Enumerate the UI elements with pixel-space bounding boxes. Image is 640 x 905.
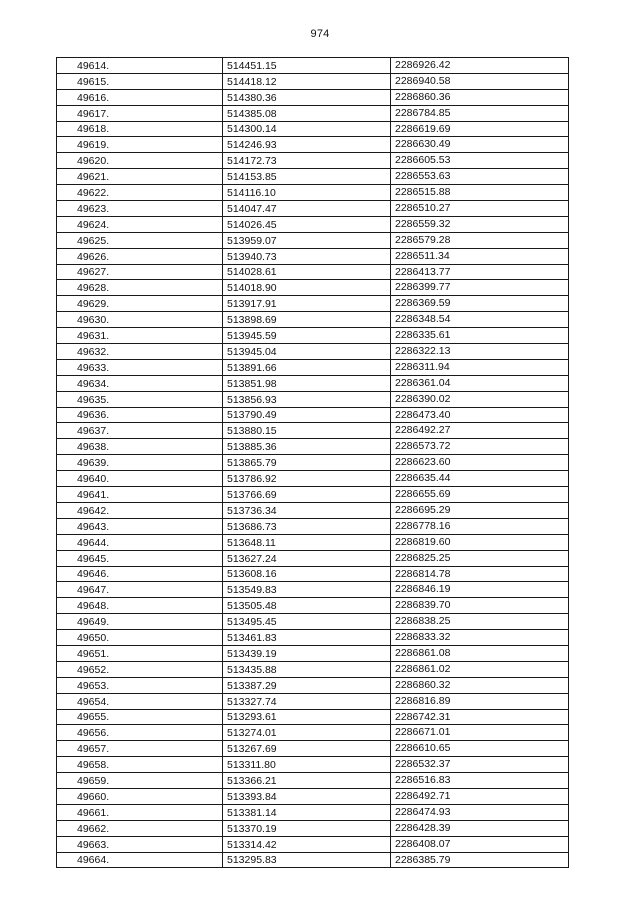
point-id-cell: 49645. [57, 550, 223, 566]
table-row [57, 693, 569, 709]
table-row [57, 375, 569, 391]
x-coordinate-cell: 513959.07 [223, 232, 391, 248]
table-row [57, 153, 569, 169]
y-coordinate-cell: 2286311.94 [391, 359, 569, 375]
point-id-cell: 49636. [57, 407, 223, 423]
table-row [57, 471, 569, 487]
point-id-cell: 49650. [57, 630, 223, 646]
point-id-cell: 49662. [57, 820, 223, 836]
x-coordinate-cell: 514026.45 [223, 216, 391, 232]
table-row [57, 534, 569, 550]
y-coordinate-cell: 2286819.60 [391, 534, 569, 550]
y-coordinate-cell: 2286940.58 [391, 73, 569, 89]
x-coordinate-cell: 514380.36 [223, 89, 391, 105]
point-id-cell: 49621. [57, 169, 223, 185]
point-id-cell: 49659. [57, 773, 223, 789]
point-id-cell: 49627. [57, 264, 223, 280]
point-id-cell: 49652. [57, 661, 223, 677]
table-row [57, 677, 569, 693]
x-coordinate-cell: 513686.73 [223, 518, 391, 534]
table-row [57, 487, 569, 503]
x-coordinate-cell: 513786.92 [223, 471, 391, 487]
x-coordinate-cell: 513549.83 [223, 582, 391, 598]
y-coordinate-cell: 2286619.69 [391, 121, 569, 137]
point-id-cell: 49642. [57, 502, 223, 518]
table-row [57, 566, 569, 582]
y-coordinate-cell: 2286473.40 [391, 407, 569, 423]
point-id-cell: 49639. [57, 455, 223, 471]
table-row [57, 73, 569, 89]
coordinates-table [56, 57, 569, 868]
table-row [57, 550, 569, 566]
y-coordinate-cell: 2286635.44 [391, 471, 569, 487]
table-row [57, 502, 569, 518]
y-coordinate-cell: 2286553.63 [391, 169, 569, 185]
table-row [57, 709, 569, 725]
x-coordinate-cell: 513790.49 [223, 407, 391, 423]
y-coordinate-cell: 2286474.93 [391, 804, 569, 820]
point-id-cell: 49644. [57, 534, 223, 550]
x-coordinate-cell: 513648.11 [223, 534, 391, 550]
point-id-cell: 49615. [57, 73, 223, 89]
x-coordinate-cell: 513766.69 [223, 487, 391, 503]
point-id-cell: 49633. [57, 359, 223, 375]
point-id-cell: 49638. [57, 439, 223, 455]
point-id-cell: 49661. [57, 804, 223, 820]
y-coordinate-cell: 2286348.54 [391, 312, 569, 328]
x-coordinate-cell: 514018.90 [223, 280, 391, 296]
point-id-cell: 49654. [57, 693, 223, 709]
x-coordinate-cell: 513495.45 [223, 614, 391, 630]
table-row [57, 423, 569, 439]
table-row [57, 645, 569, 661]
x-coordinate-cell: 513736.34 [223, 502, 391, 518]
y-coordinate-cell: 2286515.88 [391, 185, 569, 201]
point-id-cell: 49622. [57, 185, 223, 201]
point-id-cell: 49634. [57, 375, 223, 391]
x-coordinate-cell: 514385.08 [223, 105, 391, 121]
x-coordinate-cell: 514246.93 [223, 137, 391, 153]
y-coordinate-cell: 2286671.01 [391, 725, 569, 741]
y-coordinate-cell: 2286511.34 [391, 248, 569, 264]
x-coordinate-cell: 513267.69 [223, 741, 391, 757]
point-id-cell: 49619. [57, 137, 223, 153]
table-row [57, 169, 569, 185]
y-coordinate-cell: 2286623.60 [391, 455, 569, 471]
table-row [57, 788, 569, 804]
y-coordinate-cell: 2286742.31 [391, 709, 569, 725]
table-row [57, 232, 569, 248]
point-id-cell: 49660. [57, 788, 223, 804]
x-coordinate-cell: 513461.83 [223, 630, 391, 646]
y-coordinate-cell: 2286814.78 [391, 566, 569, 582]
point-id-cell: 49649. [57, 614, 223, 630]
point-id-cell: 49617. [57, 105, 223, 121]
x-coordinate-cell: 513387.29 [223, 677, 391, 693]
point-id-cell: 49658. [57, 757, 223, 773]
y-coordinate-cell: 2286838.25 [391, 614, 569, 630]
table-row [57, 328, 569, 344]
y-coordinate-cell: 2286428.39 [391, 820, 569, 836]
point-id-cell: 49657. [57, 741, 223, 757]
table-row [57, 201, 569, 217]
table-row [57, 614, 569, 630]
table-row [57, 439, 569, 455]
y-coordinate-cell: 2286559.32 [391, 216, 569, 232]
y-coordinate-cell: 2286335.61 [391, 328, 569, 344]
y-coordinate-cell: 2286630.49 [391, 137, 569, 153]
table-row [57, 630, 569, 646]
table-row [57, 598, 569, 614]
table-row [57, 137, 569, 153]
point-id-cell: 49664. [57, 852, 223, 868]
x-coordinate-cell: 513898.69 [223, 312, 391, 328]
table-row [57, 359, 569, 375]
y-coordinate-cell: 2286655.69 [391, 487, 569, 503]
table-row [57, 89, 569, 105]
point-id-cell: 49646. [57, 566, 223, 582]
y-coordinate-cell: 2286492.71 [391, 788, 569, 804]
table-row [57, 407, 569, 423]
table-row [57, 836, 569, 852]
y-coordinate-cell: 2286385.79 [391, 852, 569, 868]
y-coordinate-cell: 2286399.77 [391, 280, 569, 296]
table-row [57, 455, 569, 471]
y-coordinate-cell: 2286861.08 [391, 645, 569, 661]
table-row [57, 582, 569, 598]
point-id-cell: 49656. [57, 725, 223, 741]
x-coordinate-cell: 513945.04 [223, 344, 391, 360]
table-row [57, 216, 569, 232]
x-coordinate-cell: 514047.47 [223, 201, 391, 217]
y-coordinate-cell: 2286532.37 [391, 757, 569, 773]
y-coordinate-cell: 2286816.89 [391, 693, 569, 709]
x-coordinate-cell: 513274.01 [223, 725, 391, 741]
y-coordinate-cell: 2286492.27 [391, 423, 569, 439]
point-id-cell: 49623. [57, 201, 223, 217]
y-coordinate-cell: 2286408.07 [391, 836, 569, 852]
x-coordinate-cell: 513917.91 [223, 296, 391, 312]
point-id-cell: 49624. [57, 216, 223, 232]
table-row [57, 185, 569, 201]
y-coordinate-cell: 2286361.04 [391, 375, 569, 391]
point-id-cell: 49614. [57, 58, 223, 74]
x-coordinate-cell: 513366.21 [223, 773, 391, 789]
table-row [57, 820, 569, 836]
y-coordinate-cell: 2286413.77 [391, 264, 569, 280]
table-row [57, 391, 569, 407]
x-coordinate-cell: 513880.15 [223, 423, 391, 439]
table-row [57, 58, 569, 74]
y-coordinate-cell: 2286510.27 [391, 201, 569, 217]
x-coordinate-cell: 513945.59 [223, 328, 391, 344]
page-number: 974 [310, 28, 330, 40]
table-row [57, 852, 569, 868]
table-row [57, 296, 569, 312]
coordinates-table-body [57, 58, 569, 868]
table-row [57, 741, 569, 757]
x-coordinate-cell: 513435.88 [223, 661, 391, 677]
x-coordinate-cell: 513885.36 [223, 439, 391, 455]
point-id-cell: 49620. [57, 153, 223, 169]
y-coordinate-cell: 2286784.85 [391, 105, 569, 121]
point-id-cell: 49637. [57, 423, 223, 439]
x-coordinate-cell: 513856.93 [223, 391, 391, 407]
y-coordinate-cell: 2286695.29 [391, 502, 569, 518]
x-coordinate-cell: 513314.42 [223, 836, 391, 852]
y-coordinate-cell: 2286390.02 [391, 391, 569, 407]
y-coordinate-cell: 2286605.53 [391, 153, 569, 169]
x-coordinate-cell: 513311.80 [223, 757, 391, 773]
y-coordinate-cell: 2286846.19 [391, 582, 569, 598]
x-coordinate-cell: 513293.61 [223, 709, 391, 725]
y-coordinate-cell: 2286573.72 [391, 439, 569, 455]
point-id-cell: 49651. [57, 645, 223, 661]
x-coordinate-cell: 513295.83 [223, 852, 391, 868]
table-row [57, 312, 569, 328]
point-id-cell: 49655. [57, 709, 223, 725]
point-id-cell: 49625. [57, 232, 223, 248]
point-id-cell: 49640. [57, 471, 223, 487]
point-id-cell: 49631. [57, 328, 223, 344]
x-coordinate-cell: 513381.14 [223, 804, 391, 820]
point-id-cell: 49635. [57, 391, 223, 407]
x-coordinate-cell: 513327.74 [223, 693, 391, 709]
table-row [57, 804, 569, 820]
table-row [57, 725, 569, 741]
table-row [57, 121, 569, 137]
point-id-cell: 49629. [57, 296, 223, 312]
point-id-cell: 49648. [57, 598, 223, 614]
y-coordinate-cell: 2286926.42 [391, 58, 569, 74]
table-row [57, 773, 569, 789]
x-coordinate-cell: 514300.14 [223, 121, 391, 137]
point-id-cell: 49641. [57, 487, 223, 503]
point-id-cell: 49626. [57, 248, 223, 264]
table-row [57, 105, 569, 121]
x-coordinate-cell: 513940.73 [223, 248, 391, 264]
point-id-cell: 49628. [57, 280, 223, 296]
x-coordinate-cell: 514028.61 [223, 264, 391, 280]
y-coordinate-cell: 2286579.28 [391, 232, 569, 248]
y-coordinate-cell: 2286860.32 [391, 677, 569, 693]
y-coordinate-cell: 2286610.65 [391, 741, 569, 757]
x-coordinate-cell: 513627.24 [223, 550, 391, 566]
point-id-cell: 49632. [57, 344, 223, 360]
y-coordinate-cell: 2286778.16 [391, 518, 569, 534]
table-row [57, 248, 569, 264]
point-id-cell: 49643. [57, 518, 223, 534]
x-coordinate-cell: 514451.15 [223, 58, 391, 74]
y-coordinate-cell: 2286825.25 [391, 550, 569, 566]
x-coordinate-cell: 514172.73 [223, 153, 391, 169]
x-coordinate-cell: 514116.10 [223, 185, 391, 201]
point-id-cell: 49647. [57, 582, 223, 598]
point-id-cell: 49616. [57, 89, 223, 105]
x-coordinate-cell: 513851.98 [223, 375, 391, 391]
table-row [57, 280, 569, 296]
y-coordinate-cell: 2286516.83 [391, 773, 569, 789]
table-row [57, 264, 569, 280]
point-id-cell: 49653. [57, 677, 223, 693]
table-row [57, 661, 569, 677]
x-coordinate-cell: 513865.79 [223, 455, 391, 471]
y-coordinate-cell: 2286833.32 [391, 630, 569, 646]
x-coordinate-cell: 513505.48 [223, 598, 391, 614]
table-row [57, 757, 569, 773]
point-id-cell: 49630. [57, 312, 223, 328]
y-coordinate-cell: 2286322.13 [391, 344, 569, 360]
x-coordinate-cell: 513393.84 [223, 788, 391, 804]
x-coordinate-cell: 514418.12 [223, 73, 391, 89]
y-coordinate-cell: 2286839.70 [391, 598, 569, 614]
point-id-cell: 49663. [57, 836, 223, 852]
point-id-cell: 49618. [57, 121, 223, 137]
table-row [57, 518, 569, 534]
x-coordinate-cell: 513439.19 [223, 645, 391, 661]
x-coordinate-cell: 514153.85 [223, 169, 391, 185]
x-coordinate-cell: 513608.16 [223, 566, 391, 582]
table-row [57, 344, 569, 360]
y-coordinate-cell: 2286860.36 [391, 89, 569, 105]
x-coordinate-cell: 513370.19 [223, 820, 391, 836]
x-coordinate-cell: 513891.66 [223, 359, 391, 375]
y-coordinate-cell: 2286369.59 [391, 296, 569, 312]
y-coordinate-cell: 2286861.02 [391, 661, 569, 677]
